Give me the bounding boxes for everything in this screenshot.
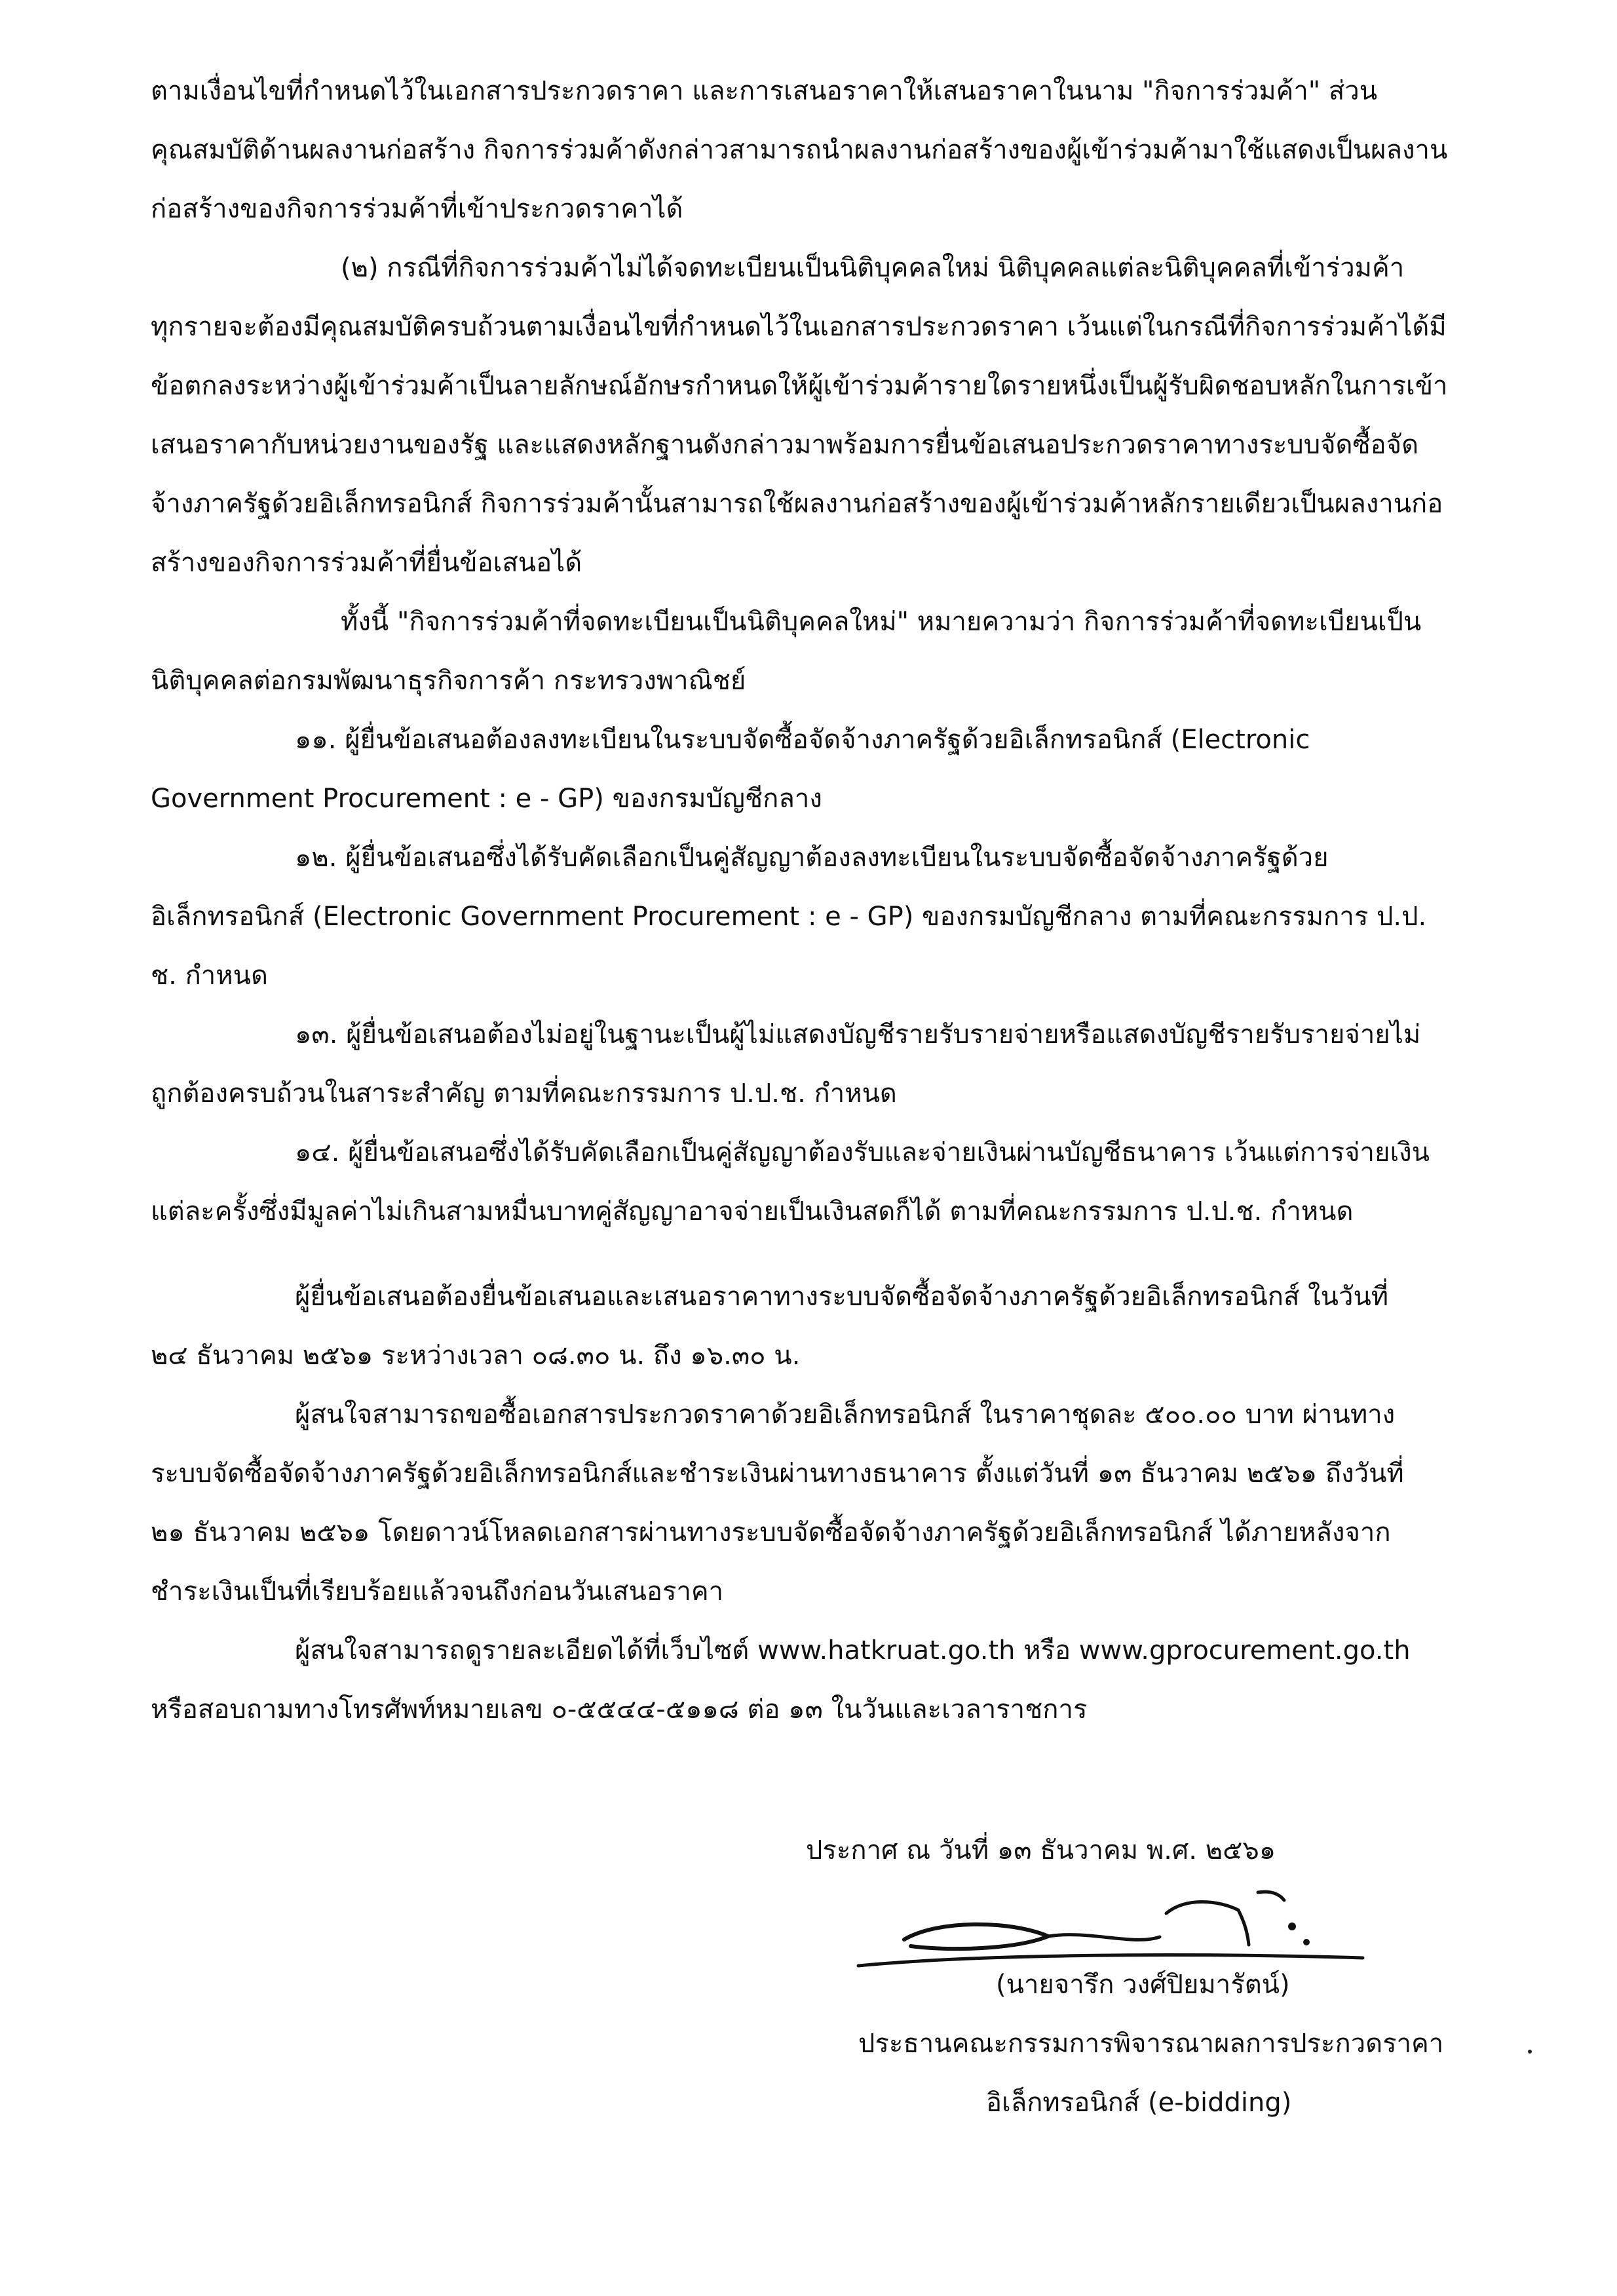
announce-date: ประกาศ ณ วันที่ ๑๓ ธันวาคม พ.ศ. ๒๕๖๑ [806, 1835, 1276, 1866]
definition-line: ทั้งนี้ "กิจการร่วมค้าที่จดทะเบียนเป็นนิติบุคคลใหม่" หมายความว่า กิจการร่วมค้าที่จดทะเบียนเป็น [341, 607, 1422, 637]
clause-2-line: สร้างของกิจการร่วมค้าที่ยื่นข้อเสนอได้ [151, 548, 582, 578]
signer-name: (นายจารึก วงศ์ปิยมารัตน์) [996, 1970, 1290, 2000]
clause-14-line: ๑๔. ผู้ยื่นข้อเสนอซึ่งได้รับคัดเลือกเป็นคู่สัญญาต้องรับและจ่ายเงินผ่านบัญชีธนาคาร เว้นแต่การจ่ายเงิน [295, 1138, 1430, 1168]
clause-13-line: ๑๓. ผู้ยื่นข้อเสนอต้องไม่อยู่ในฐานะเป็นผู้ไม่แสดงบัญชีรายรับรายจ่ายหรือแสดงบัญชีรายรับรายจ่ายไม่ [295, 1020, 1421, 1050]
contact-line: ผู้สนใจสามารถดูรายละเอียดได้ที่เว็บไซต์ www.hatkruat.go.th หรือ www.gprocurement.go.th [295, 1636, 1411, 1666]
clause-2-line: ทุกรายจะต้องมีคุณสมบัติครบถ้วนตามเงื่อนไขที่กำหนดไว้ในเอกสารประกวดราคา เว้นแต่ในกรณีที่กิจการร่วมค้าได้มี [151, 312, 1447, 342]
signer-title-line1: ประธานคณะกรรมการพิจารณาผลการประกวดราคา [858, 2029, 1444, 2059]
handwritten-signature [852, 1874, 1415, 1979]
contact-line: หรือสอบถามทางโทรศัพท์หมายเลข ๐-๕๕๔๔-๕๑๑๘ ต่อ ๑๓ ในวันและเวลาราชการ [151, 1694, 1088, 1725]
paragraph-line: ก่อสร้างของกิจการร่วมค้าที่เข้าประกวดราคาได้ [151, 194, 683, 224]
clause-2-line: ข้อตกลงระหว่างผู้เข้าร่วมค้าเป็นลายลักษณ์อักษรกำหนดให้ผู้เข้าร่วมค้ารายใดรายหนึ่งเป็นผู้รับผิดชอบหลักในการเข้า [151, 371, 1448, 401]
clause-12-line: ช. กำหนด [151, 961, 268, 991]
definition-line: นิติบุคคลต่อกรมพัฒนาธุรกิจการค้า กระทรวงพาณิชย์ [151, 666, 746, 696]
clause-12-line: อิเล็กทรอนิกส์ (Electronic Government Procurement : e - GP) ของกรมบัญชีกลาง ตามที่คณะกรรมการ ป.ป. [151, 902, 1427, 932]
clause-14-line: แต่ละครั้งซึ่งมีมูลค่าไม่เกินสามหมื่นบาทคู่สัญญาอาจจ่ายเป็นเงินสดก็ได้ ตามที่คณะกรรมการ ป.ป.ช. กำหนด [151, 1196, 1354, 1227]
submission-line: ๒๔ ธันวาคม ๒๕๖๑ ระหว่างเวลา ๐๘.๓๐ น. ถึง ๑๖.๓๐ น. [151, 1341, 801, 1371]
clause-13-line: ถูกต้องครบถ้วนในสาระสำคัญ ตามที่คณะกรรมการ ป.ป.ช. กำหนด [151, 1079, 897, 1109]
clause-2-line: เสนอราคากับหน่วยงานของรัฐ และแสดงหลักฐานดังกล่าวมาพร้อมการยื่นข้อเสนอประกวดราคาทางระบบจัดซื้อจัด [151, 430, 1419, 460]
stray-dot [1528, 2050, 1532, 2054]
purchase-line: ชำระเงินเป็นที่เรียบร้อยแล้วจนถึงก่อนวันเสนอราคา [151, 1577, 724, 1607]
signer-title-line2: อิเล็กทรอนิกส์ (e-bidding) [986, 2088, 1292, 2118]
clause-11-line: ๑๑. ผู้ยื่นข้อเสนอต้องลงทะเบียนในระบบจัดซื้อจัดจ้างภาครัฐด้วยอิเล็กทรอนิกส์ (Electronic [295, 725, 1310, 755]
purchase-line: ผู้สนใจสามารถขอซื้อเอกสารประกวดราคาด้วยอิเล็กทรอนิกส์ ในราคาชุดละ ๕๐๐.๐๐ บาท ผ่านทาง [295, 1400, 1396, 1430]
purchase-line: ระบบจัดซื้อจัดจ้างภาครัฐด้วยอิเล็กทรอนิกส์และชำระเงินผ่านทางธนาคาร ตั้งแต่วันที่ ๑๓ ธันวาคม ๒๕๖๑ ถึงวันที่ [151, 1459, 1404, 1489]
paragraph-line: คุณสมบัติด้านผลงานก่อสร้าง กิจการร่วมค้าดังกล่าวสามารถนำผลงานก่อสร้างของผู้เข้าร่วมค้ามาใช้แสดงเป็นผลงาน [151, 135, 1448, 165]
clause-2-line: (๒) กรณีที่กิจการร่วมค้าไม่ได้จดทะเบียนเป็นนิติบุคคลใหม่ นิติบุคคลแต่ละนิติบุคคลที่เข้าร่วมค้า [341, 253, 1405, 283]
clause-12-line: ๑๒. ผู้ยื่นข้อเสนอซึ่งได้รับคัดเลือกเป็นคู่สัญญาต้องลงทะเบียนในระบบจัดซื้อจัดจ้างภาครัฐด้วย [295, 843, 1329, 873]
clause-11-line: Government Procurement : e - GP) ของกรมบัญชีกลาง [151, 784, 822, 814]
submission-line: ผู้ยื่นข้อเสนอต้องยื่นข้อเสนอและเสนอราคาทางระบบจัดซื้อจัดจ้างภาครัฐด้วยอิเล็กทรอนิกส์ ในวันที่ [295, 1282, 1389, 1312]
clause-2-line: จ้างภาครัฐด้วยอิเล็กทรอนิกส์ กิจการร่วมค้านั้นสามารถใช้ผลงานก่อสร้างของผู้เข้าร่วมค้าหลักรายเดียวเป็นผลงานก่อ [151, 489, 1443, 519]
paragraph-line: ตามเงื่อนไขที่กำหนดไว้ในเอกสารประกวดราคา และการเสนอราคาให้เสนอราคาในนาม "กิจการร่วมค้า" ส่วน [151, 76, 1378, 106]
purchase-line: ๒๑ ธันวาคม ๒๕๖๑ โดยดาวน์โหลดเอกสารผ่านทางระบบจัดซื้อจัดจ้างภาครัฐด้วยอิเล็กทรอนิกส์ ได้ภายหลังจาก [151, 1518, 1391, 1548]
